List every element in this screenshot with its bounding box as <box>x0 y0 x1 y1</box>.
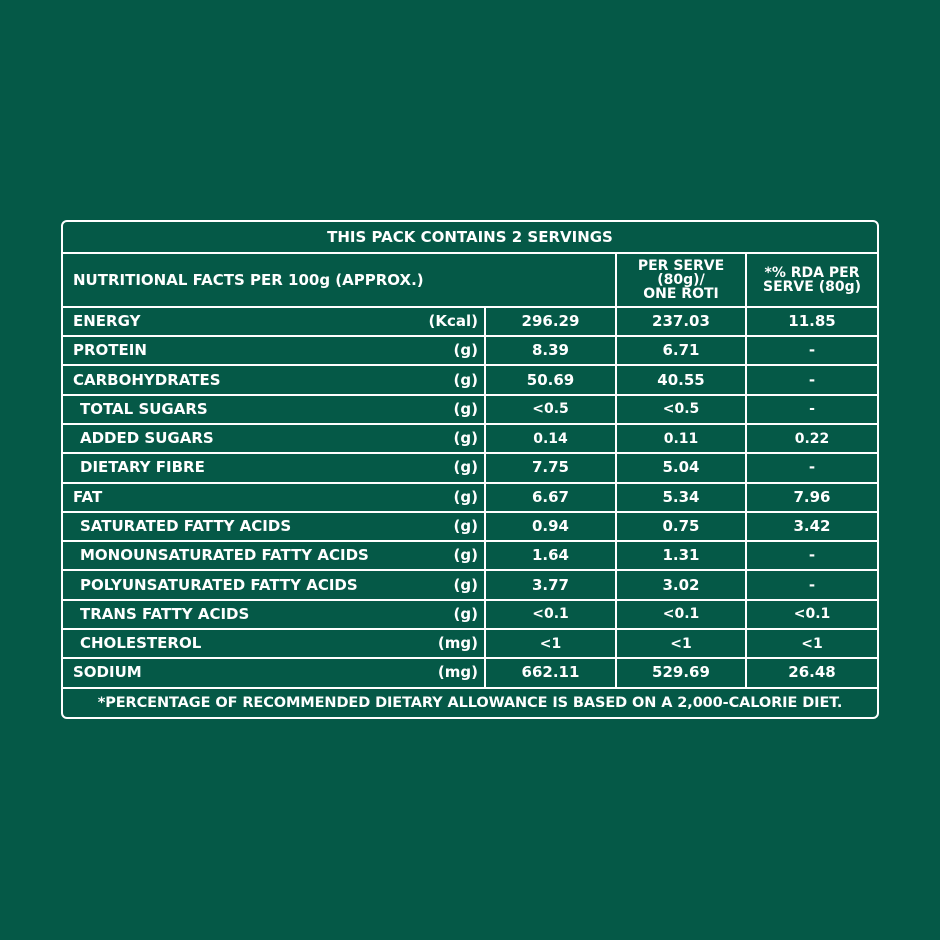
value-per-100g: 0.14 <box>485 424 616 453</box>
value-per-100g: 7.75 <box>485 453 616 482</box>
value-rda: - <box>746 336 877 365</box>
nutrient-row-fat <box>63 483 877 512</box>
value-per-serve: 6.71 <box>616 336 746 365</box>
nutrient-name: PROTEIN <box>73 341 147 360</box>
nutrient-unit: (Kcal) <box>428 311 478 330</box>
nutrient-row-energy <box>63 307 877 336</box>
nutrient-unit: (g) <box>453 487 478 506</box>
nutrition-facts-table <box>61 220 879 719</box>
nutrient-row-sodium <box>63 658 877 687</box>
value-rda: - <box>746 395 877 424</box>
nutrient-unit: (mg) <box>437 663 478 682</box>
footnote-row <box>63 688 877 718</box>
value-rda: 0.22 <box>746 424 877 453</box>
nutrient-name: CHOLESTEROL <box>80 634 202 653</box>
value-per-serve: 1.31 <box>616 541 746 570</box>
header-row <box>63 253 877 307</box>
header-rda-line1: *% RDA PER <box>764 265 860 282</box>
value-rda: - <box>746 570 877 599</box>
nutrient-unit: (g) <box>453 516 478 535</box>
value-per-serve: 0.75 <box>616 512 746 541</box>
nutrient-unit: (g) <box>453 429 478 448</box>
value-per-100g: 1.64 <box>485 541 616 570</box>
value-rda: - <box>746 541 877 570</box>
nutrient-name: DIETARY FIBRE <box>80 458 205 477</box>
nutrient-unit: (mg) <box>437 634 478 653</box>
nutrient-row-monounsaturated-fatty-acids <box>63 541 877 570</box>
value-rda: - <box>746 365 877 394</box>
header-rda-line2: SERVE (80g) <box>763 279 861 296</box>
servings-title: THIS PACK CONTAINS 2 SERVINGS <box>63 222 877 253</box>
value-per-100g: 3.77 <box>485 570 616 599</box>
value-per-100g: 662.11 <box>485 658 616 687</box>
value-per-100g: 0.94 <box>485 512 616 541</box>
value-per-serve: 529.69 <box>616 658 746 687</box>
value-per-100g: 6.67 <box>485 483 616 512</box>
header-rda <box>746 253 877 307</box>
nutrient-name: MONOUNSATURATED FATTY ACIDS <box>80 546 369 565</box>
header-per-serve-line2: (80g)/ <box>657 272 705 289</box>
value-rda: 3.42 <box>746 512 877 541</box>
value-rda: - <box>746 453 877 482</box>
value-per-100g: 8.39 <box>485 336 616 365</box>
value-per-serve: 0.11 <box>616 424 746 453</box>
value-rda: 11.85 <box>746 307 877 336</box>
nutrient-row-polyunsaturated-fatty-acids <box>63 570 877 599</box>
nutrient-unit: (g) <box>453 458 478 477</box>
nutrient-unit: (g) <box>453 341 478 360</box>
header-per-serve-line3: ONE ROTI <box>643 286 719 303</box>
nutrient-name: CARBOHYDRATES <box>73 370 221 389</box>
value-per-serve: 5.34 <box>616 483 746 512</box>
nutrient-name: TRANS FATTY ACIDS <box>80 604 250 623</box>
nutrient-unit: (g) <box>453 604 478 623</box>
nutrient-name: SATURATED FATTY ACIDS <box>80 516 292 535</box>
value-per-100g: <0.5 <box>485 395 616 424</box>
header-per-serve <box>616 253 746 307</box>
value-per-100g: 296.29 <box>485 307 616 336</box>
rda-footnote: *PERCENTAGE OF RECOMMENDED DIETARY ALLOWANCE IS BASED ON A 2,000-CALORIE DIET. <box>63 688 877 718</box>
nutrient-row-saturated-fatty-acids <box>63 512 877 541</box>
nutrient-name: ENERGY <box>73 311 141 330</box>
value-per-serve: <0.5 <box>616 395 746 424</box>
value-per-serve: 3.02 <box>616 570 746 599</box>
nutrient-row-added-sugars <box>63 424 877 453</box>
nutrient-unit: (g) <box>453 399 478 418</box>
nutrient-name: FAT <box>73 487 103 506</box>
nutrient-unit: (g) <box>453 370 478 389</box>
value-rda: <0.1 <box>746 600 877 629</box>
value-per-100g: <0.1 <box>485 600 616 629</box>
nutrient-name: SODIUM <box>73 663 142 682</box>
value-rda: 7.96 <box>746 483 877 512</box>
nutrient-unit: (g) <box>453 546 478 565</box>
nutrient-row-carbohydrates <box>63 365 877 394</box>
nutrient-name: TOTAL SUGARS <box>80 399 208 418</box>
nutrient-row-dietary-fibre <box>63 453 877 482</box>
value-per-serve: <0.1 <box>616 600 746 629</box>
value-per-serve: 5.04 <box>616 453 746 482</box>
nutrition-table <box>63 222 877 717</box>
value-per-serve: 237.03 <box>616 307 746 336</box>
header-nutritional-facts: NUTRITIONAL FACTS PER 100g (APPROX.) <box>63 253 616 307</box>
value-rda: <1 <box>746 629 877 658</box>
title-row <box>63 222 877 253</box>
nutrient-name: POLYUNSATURATED FATTY ACIDS <box>80 575 358 594</box>
value-per-serve: <1 <box>616 629 746 658</box>
nutrient-name: ADDED SUGARS <box>80 429 214 448</box>
nutrient-row-trans-fatty-acids <box>63 600 877 629</box>
nutrient-row-total-sugars <box>63 395 877 424</box>
header-per-serve-line1: PER SERVE <box>637 258 725 275</box>
nutrient-unit: (g) <box>453 575 478 594</box>
value-per-serve: 40.55 <box>616 365 746 394</box>
nutrient-row-cholesterol <box>63 629 877 658</box>
nutrient-row-protein <box>63 336 877 365</box>
value-per-100g: 50.69 <box>485 365 616 394</box>
value-rda: 26.48 <box>746 658 877 687</box>
value-per-100g: <1 <box>485 629 616 658</box>
